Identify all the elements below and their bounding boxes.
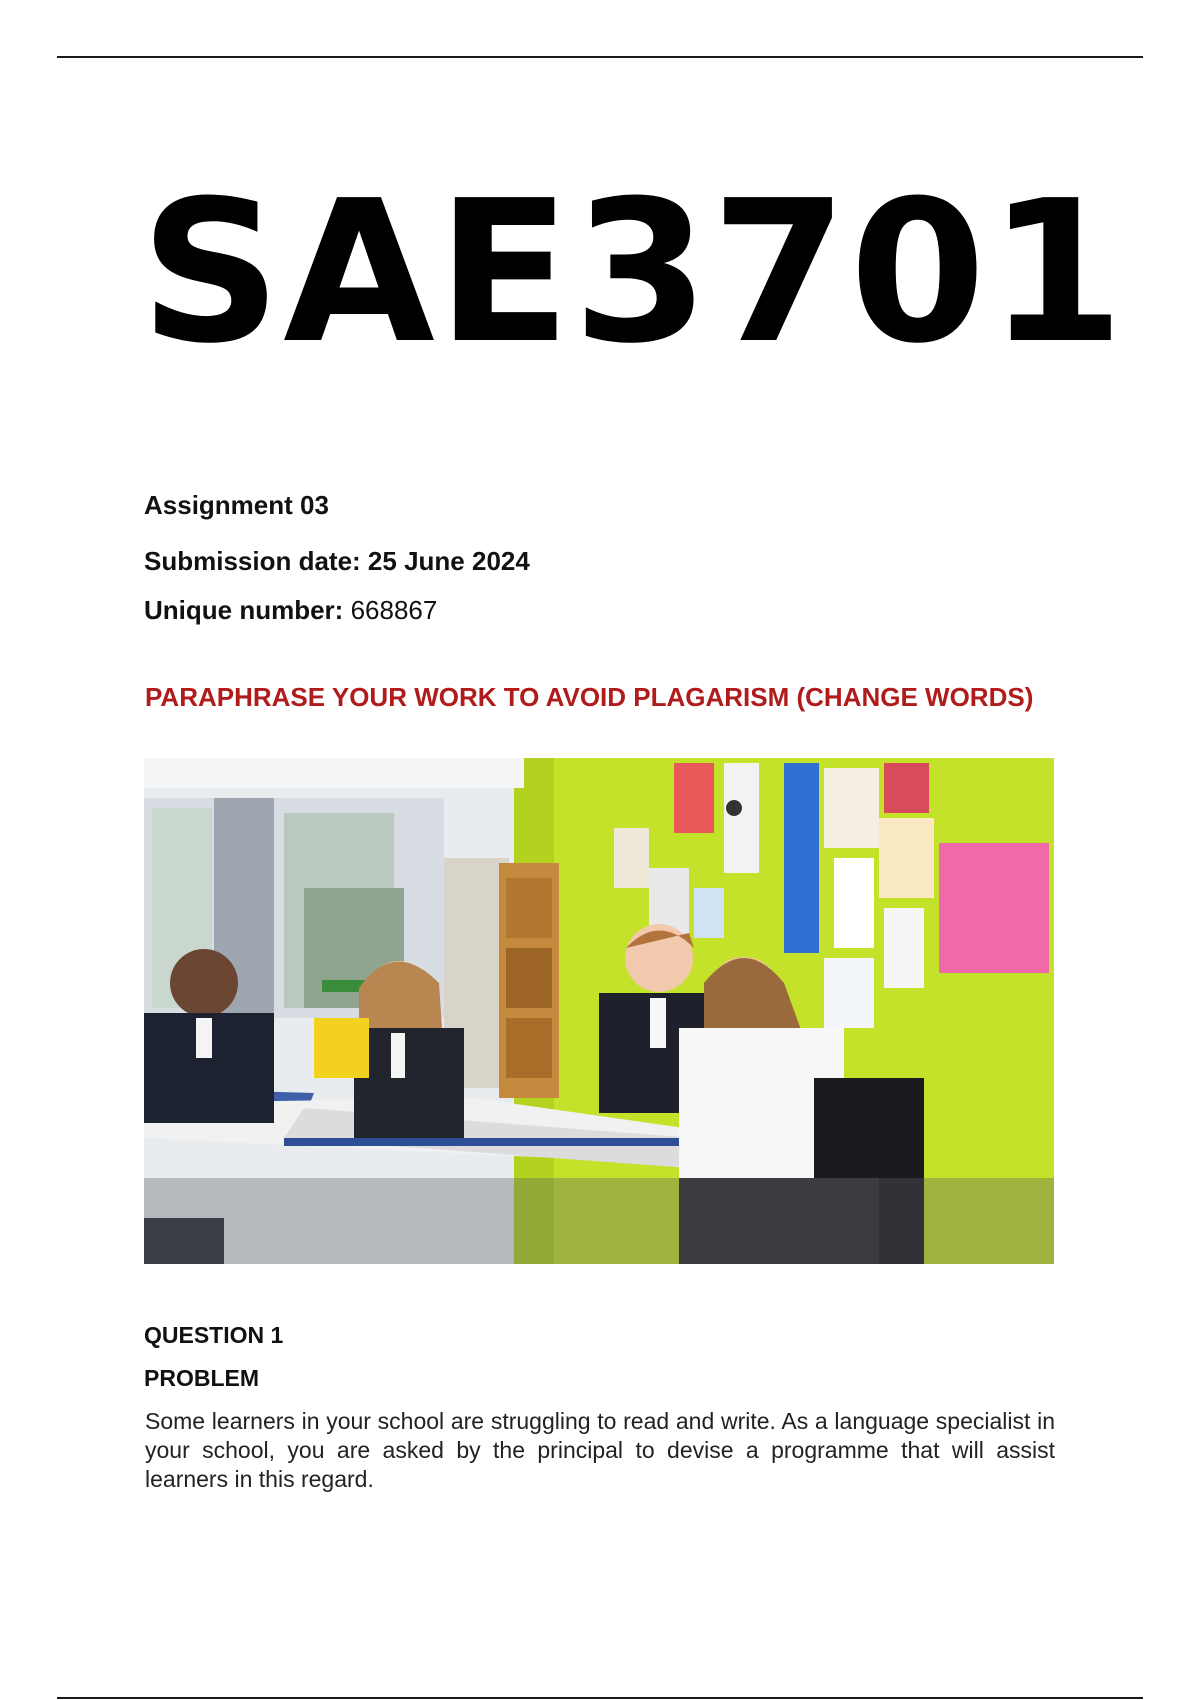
bottom-divider bbox=[57, 1697, 1143, 1699]
submission-date-line bbox=[144, 546, 530, 577]
assignment-label bbox=[144, 490, 329, 521]
submission-date-label: Submission date: bbox=[144, 546, 361, 576]
problem-heading: PROBLEM bbox=[144, 1365, 259, 1391]
plagiarism-warning: PARAPHRASE YOUR WORK TO AVOID PLAGARISM (CHANGE WORDS) bbox=[145, 682, 1034, 712]
submission-date-value: 25 June 2024 bbox=[360, 546, 530, 576]
top-divider bbox=[57, 56, 1143, 58]
unique-number-label: Unique number: bbox=[144, 595, 344, 625]
problem-paragraph: Some learners in your school are struggling to read and write. As a language specialist in your school, you are asked by the principal to devise a programme that will assist learners in this regard. bbox=[145, 1408, 1055, 1492]
course-code-title: SAE3701 bbox=[140, 159, 1127, 387]
assignment-text: Assignment 03 bbox=[144, 490, 329, 520]
classroom-photo bbox=[144, 758, 1054, 1264]
unique-number-value: 668867 bbox=[343, 595, 438, 625]
question-heading: QUESTION 1 bbox=[144, 1322, 284, 1348]
unique-number-line bbox=[144, 595, 437, 626]
